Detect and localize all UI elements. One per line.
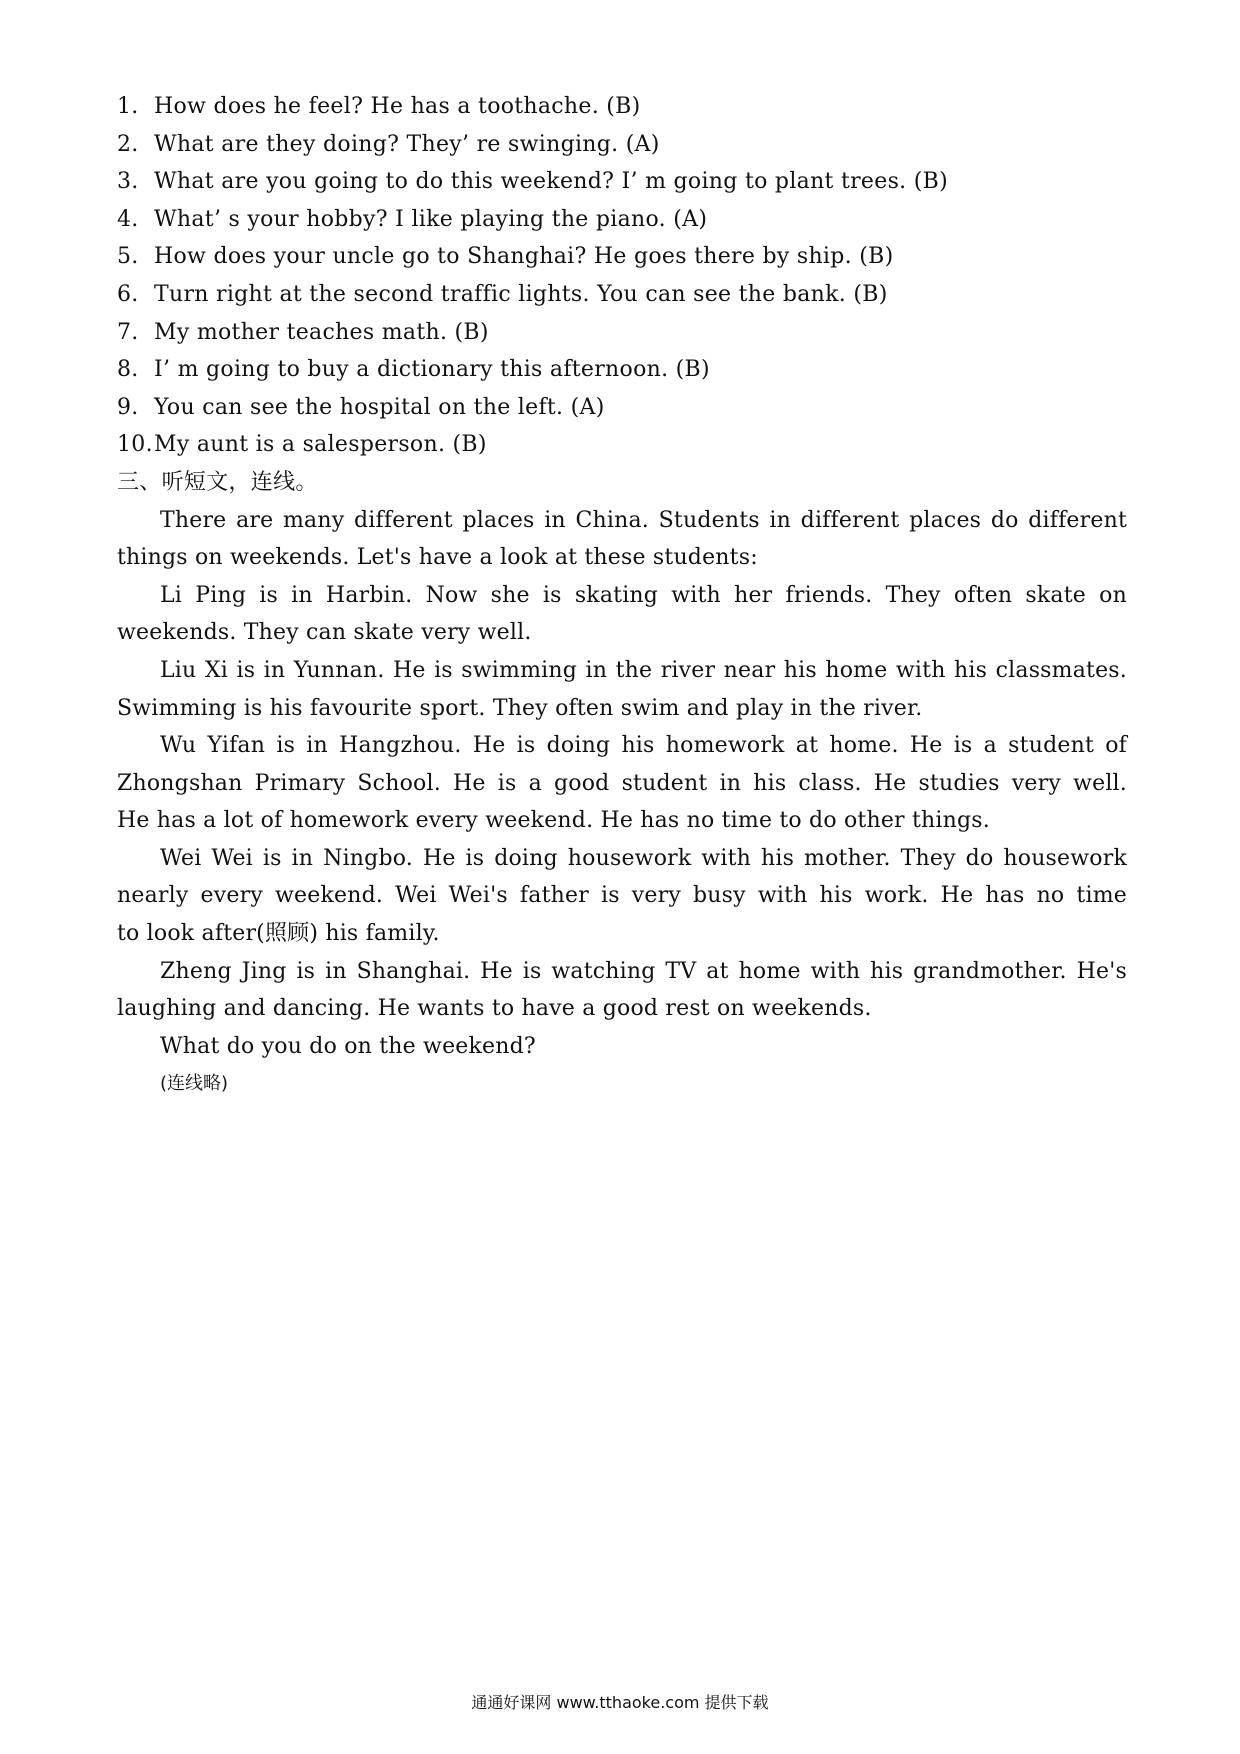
item-number: 6. xyxy=(117,281,139,307)
answer-list xyxy=(117,88,1127,464)
item-text: My mother teaches math. (B) xyxy=(154,319,489,345)
paragraph-line: Swimming is his favourite sport. They often swim and play in the river. xyxy=(117,695,923,721)
item-number: 7. xyxy=(117,319,139,345)
document-body xyxy=(117,88,1127,1103)
item-number: 10. xyxy=(117,432,153,458)
paragraph-line: Zhongshan Primary School. He is a good student in his class. He studies very well. xyxy=(117,770,1127,796)
answer-item xyxy=(117,201,1127,239)
section-heading: 三、听短文，连线。 xyxy=(117,469,318,495)
paragraph-line: laughing and dancing. He wants to have a good rest on weekends. xyxy=(117,996,872,1022)
paragraph-line: Liu Xi is in Yunnan. He is swimming in the river near his home with his classmates. xyxy=(160,657,1127,683)
item-number: 4. xyxy=(117,206,139,232)
paragraph xyxy=(117,502,1127,577)
answer-item xyxy=(117,88,1127,126)
paragraph-line: to look after(照顾) his family. xyxy=(117,921,440,947)
answer-item xyxy=(117,426,1127,464)
answer-item xyxy=(117,238,1127,276)
item-number: 3. xyxy=(117,169,139,195)
paragraph xyxy=(117,577,1127,652)
paragraph-line: He has a lot of homework every weekend. He has no time to do other things. xyxy=(117,808,990,834)
answer-item xyxy=(117,163,1127,201)
item-text: What’ s your hobby? I like playing the piano. (A) xyxy=(154,206,708,232)
paragraph-line: Wei Wei is in Ningbo. He is doing housework with his mother. They do housework xyxy=(160,845,1127,871)
item-number: 5. xyxy=(117,244,139,270)
paragraph xyxy=(117,652,1127,727)
paragraph-line: Zheng Jing is in Shanghai. He is watching TV at home with his grandmother. He's xyxy=(160,958,1127,984)
answer-item xyxy=(117,314,1127,352)
item-number: 2. xyxy=(117,131,139,157)
item-text: What are you going to do this weekend? I’ m going to plant trees. (B) xyxy=(154,169,948,195)
paragraph xyxy=(117,953,1127,1028)
answer-item xyxy=(117,389,1127,427)
answer-item xyxy=(117,351,1127,389)
paragraph-line: weekends. They can skate very well. xyxy=(117,620,532,646)
item-number: 8. xyxy=(117,357,139,383)
paragraph xyxy=(117,727,1127,840)
answer-item xyxy=(117,126,1127,164)
item-text: How does he feel? He has a toothache. (B) xyxy=(154,94,641,119)
item-number: 9. xyxy=(117,394,139,420)
paragraph xyxy=(117,1028,1127,1066)
paragraph-line: What do you do on the weekend? xyxy=(160,1033,536,1059)
item-text: How does your uncle go to Shanghai? He goes there by ship. (B) xyxy=(154,244,894,270)
paragraph-line: There are many different places in China. Students in different places do different xyxy=(160,507,1127,533)
paragraph-line: Wu Yifan is in Hangzhou. He is doing his homework at home. He is a student of xyxy=(160,733,1127,759)
item-text: My aunt is a salesperson. (B) xyxy=(154,432,487,458)
paragraph-line: Li Ping is in Harbin. Now she is skating with her friends. They often skate on xyxy=(160,582,1127,608)
item-text: What are they doing? They’ re swinging. (A) xyxy=(154,131,660,157)
item-text: I’ m going to buy a dictionary this afternoon. (B) xyxy=(154,357,710,383)
answer-item xyxy=(117,276,1127,314)
footer: 通通好课网 www.tthaoke.com 提供下载 xyxy=(471,1693,769,1712)
paragraph-line: nearly every weekend. Wei Wei's father is very busy with his work. He has no time xyxy=(117,883,1127,909)
paragraph-line: things on weekends. Let's have a look at these students: xyxy=(117,545,758,571)
paragraph xyxy=(117,840,1127,953)
item-text: Turn right at the second traffic lights. You can see the bank. (B) xyxy=(154,281,888,307)
passage xyxy=(117,502,1127,1066)
item-number: 1. xyxy=(117,94,139,119)
item-text: You can see the hospital on the left. (A) xyxy=(154,394,605,420)
note: (连线略) xyxy=(160,1073,229,1095)
